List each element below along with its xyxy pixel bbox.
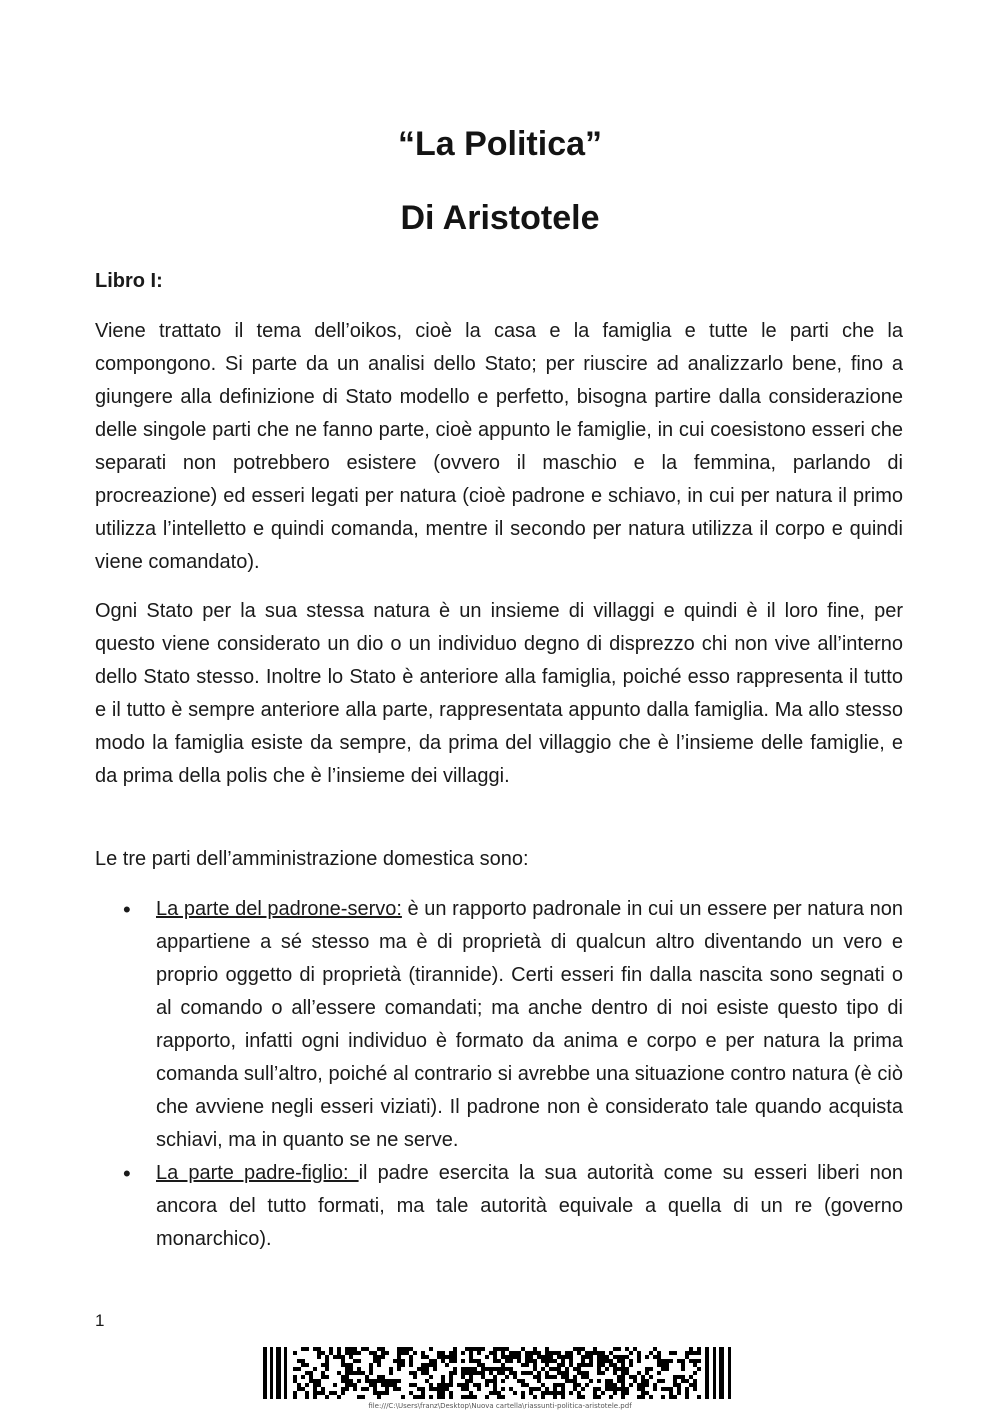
bullet-icon: • bbox=[123, 1161, 131, 1186]
bullet-list bbox=[95, 893, 903, 1256]
list-item-label: La parte del padrone-servo: bbox=[156, 898, 402, 920]
list-item bbox=[95, 1157, 903, 1256]
paragraph: Le tre parti dell’amministrazione domestica sono: bbox=[95, 848, 529, 870]
document-subtitle: Di Aristotele bbox=[400, 199, 600, 237]
list-item-text: il padre esercita la sua autorità come su esseri liberi non ancora del tutto formati, ma tale autorità equivale a quella di un re (governo monarchico). bbox=[156, 1162, 903, 1250]
page-number: 1 bbox=[95, 1311, 105, 1330]
bullet-icon: • bbox=[123, 897, 131, 922]
footer-file-path: file:///C:\Users\franz\Desktop\Nuova cartella\riassunti-politica-aristotele.pdf bbox=[368, 1402, 632, 1410]
list-item-text: è un rapporto padronale in cui un essere per natura non appartiene a sé stesso ma è di proprietà di qualcun altro diventando un vero e proprio oggetto di proprietà (tirannide). Certi esseri fin dalla nascita sono segnati o al comando o all’essere comandati; ma anche dentro di noi esiste questo tipo di rapporto, infatti ogni individuo è formato da anima e corpo e per natura la prima comanda sull’altro, poiché al contrario si avrebbe una situazione contro natura (è ciò che avviene negli esseri viziati). Il padrone non è considerato tale quando acquista schiavi, ma in quanto se ne serve. bbox=[156, 898, 904, 1151]
list-item bbox=[95, 893, 903, 1157]
section-heading: Libro I: bbox=[95, 270, 163, 292]
barcode-image bbox=[263, 1347, 735, 1399]
document-title: “La Politica” bbox=[397, 125, 603, 163]
paragraph: Ogni Stato per la sua stessa natura è un insieme di villaggi e quindi è il loro fine, per questo viene considerato un dio o un individuo degno di disprezzo chi non vive all’interno dello Stato stesso. Inoltre lo Stato è anteriore alla famiglia, poiché esso rappresenta il tutto e il tutto è sempre anteriore alla parte, rappresentata appunto dalla famiglia. Ma allo stesso modo la famiglia esiste da sempre, da prima del villaggio che è l’insieme delle famiglie, e da prima della polis che è l’insieme dei villaggi. bbox=[95, 600, 903, 787]
list-item-label: La parte padre-figlio: bbox=[156, 1162, 359, 1184]
paragraph: Viene trattato il tema dell’oikos, cioè la casa e la famiglia e tutte le parti che la compongono. Si parte da un analisi dello Stato; per riuscire ad analizzarlo bene, fino a giungere alla definizione di Stato modello e perfetto, bisogna partire dalla considerazione delle singole parti che ne fanno parte, cioè appunto le famiglie, in cui coesistono esseri che separati non potrebbero esistere (ovvero il maschio e la femmina, parlando di procreazione) ed esseri legati per natura (cioè padrone e schiavo, in cui per natura il primo utilizza l’intelletto e quindi comanda, mentre il secondo per natura utilizza il corpo e quindi viene comandato). bbox=[95, 320, 903, 573]
